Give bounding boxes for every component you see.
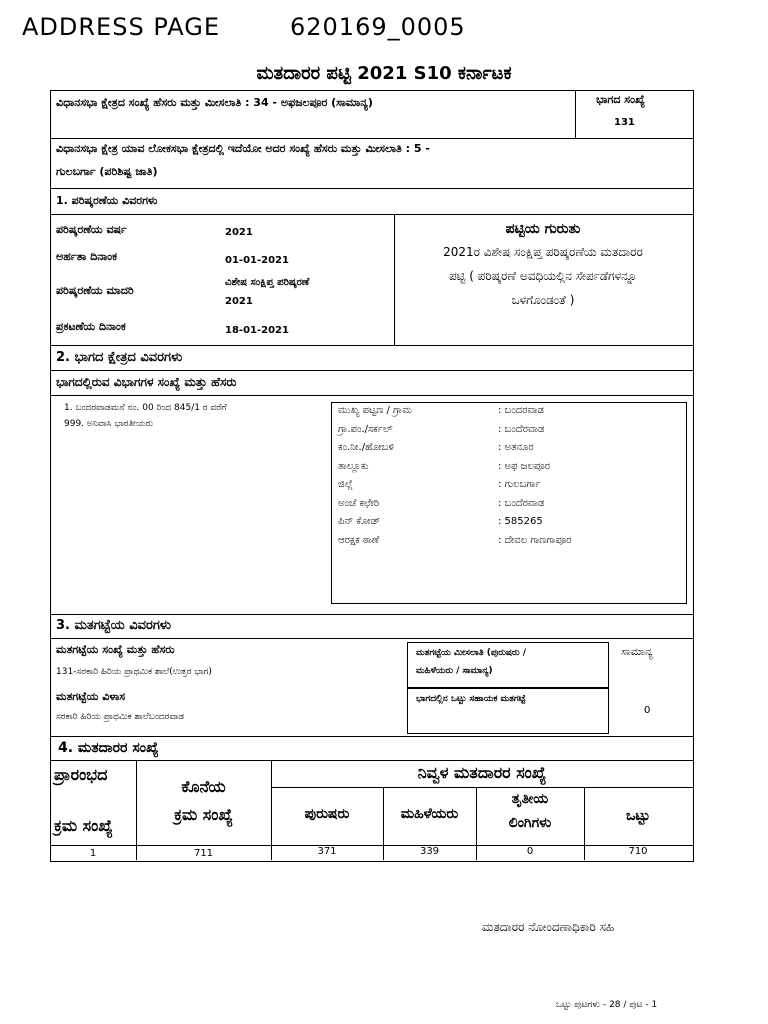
divider (50, 188, 693, 189)
area-detail-label: ಅಂಚೆ ಕಛೇರಿ (338, 498, 380, 509)
assembly-constituency: ವಿಧಾನಸಭಾ ಕ್ಷೇತ್ರದ ಸಂಖ್ಯೆ ಹೆಸರು ಮತ್ತು ಮೀಸಲಾತಿ : 34 - ಅಫಜಲಪೂರ (ಸಾಮಾನ್ಯ) (56, 96, 373, 109)
list-identification-line1: 2021ರ ವಿಶೇಷ ಸಂಕ್ಷಿಪ್ತ ಪರಿಷ್ಕರಣೆಯ ಮತದಾರರ (443, 245, 643, 259)
revision-type-value: ವಿಶೇಷ ಸಂಕ್ಷಿಪ್ತ ಪರಿಷ್ಕರಣೆ (225, 277, 310, 288)
start-serial-value: 1 (89, 848, 97, 859)
male-value: 371 (317, 846, 337, 857)
area-detail-label: ತಾಲ್ಲೂಕು (338, 461, 369, 472)
area-detail-label: ಕಂ.ನೀ./ಹೋಬಳಿ (338, 442, 394, 453)
revision-year-label: ಪರಿಷ್ಕರಣೆಯ ವರ್ಷ (56, 223, 127, 236)
list-identification-line2: ಪಟ್ಟಿ ( ಪರಿಷ್ಕರಣೆ ಅವಧಿಯಲ್ಲಿನ ಸೇರ್ಪಡೆಗಳನ್ನೂ (448, 269, 637, 283)
third-gender-label1: ತೃತೀಯ (511, 791, 549, 807)
total-label: ಒಟ್ಟು (625, 808, 650, 824)
revision-year-value: 2021 (225, 227, 253, 238)
publication-date-value: 18-01-2021 (225, 325, 289, 336)
area-detail-label: ಗ್ರಾ.ಪಂ./ಸರ್ಕಲ್ (338, 424, 393, 435)
divider (50, 214, 693, 215)
booth-address-value: ಸರಕಾರಿ ಹಿರಿಯ ಪ್ರಾಥಮಿಕ ಶಾಲೆಬಂದರವಾಡ (56, 712, 185, 722)
area-detail-value: : ಬಂದೆರವಾಡ (498, 424, 545, 435)
page-title: ಮತದಾರರ ಪಟ್ಟಿ 2021 S10 ಕರ್ನಾಟಕ (256, 63, 512, 84)
registration-officer-signature: ಮತದಾರರ ನೋಂದಣಾಧಿಕಾರಿ ಸಹಿ (482, 920, 615, 934)
start-serial-label1: ಪ್ರಾರಂಭದ (54, 765, 108, 784)
third-gender-label2: ಲಿಂಗಿಗಳು (508, 815, 552, 831)
booth-reservation-label2: ಮಹಿಳೆಯರು / ಸಾಮಾನ್ಯ) (416, 666, 493, 676)
area-detail-value: : ಬಂದರವಾಡ (498, 405, 544, 416)
booth-address-label: ಮತಗಟ್ಟೆಯ ವಿಳಾಸ (56, 690, 126, 703)
start-serial-label2: ಕ್ರಮ ಸಂಖ್ಯೆ (54, 816, 113, 835)
list-identification-heading: ಪಟ್ಟಿಯ ಗುರುತು (505, 221, 581, 237)
revision-type-label: ಪರಿಷ್ಕರಣೆಯ ಮಾದರಿ (56, 284, 134, 297)
booth-reservation-label1: ಮತಗಟ್ಟೆಯ ಮೀಸಲಾತಿ (ಪುರುಷರು / (416, 648, 526, 658)
area-detail-value: : ಅಫ ಜಲಪೂರ (498, 461, 550, 472)
area-heading: 2. ಭಾಗದ ಕ್ಷೇತ್ರದ ವಿವರಗಳು (56, 350, 183, 365)
end-serial-label1: ಕೊನೆಯ (181, 777, 226, 796)
female-label: ಮಹಿಳೆಯರು (400, 806, 459, 822)
booth-reservation-value: ಸಾಮಾನ್ಯ (621, 645, 653, 658)
voters-heading: 4. ಮತದಾರರ ಸಂಖ್ಯೆ (58, 740, 159, 756)
area-subheading: ಭಾಗದಲ್ಲಿರುವ ವಿಭಾಗಗಳ ಸಂಖ್ಯೆ ಮತ್ತು ಹೆಸರು (56, 375, 237, 389)
revision-heading: 1. ಪರಿಷ್ಕರಣೆಯ ವಿವರಗಳು (56, 194, 158, 207)
part-number-value: 131 (614, 117, 635, 128)
area-detail-value: : ದೇವಲ ಗಾಣಗಾಪೂರ (498, 535, 572, 546)
area-detail-value: : ಬಂದೆರವಾಡ (498, 498, 545, 509)
booth-number-label: ಮತಗಟ್ಟೆಯ ಸಂಖ್ಯೆ ಮತ್ತು ಹೆಸರು (56, 643, 175, 656)
revision-type-year: 2021 (225, 296, 253, 307)
auxiliary-booths-value: 0 (644, 705, 651, 716)
total-value: 710 (628, 846, 648, 857)
divider (50, 138, 693, 139)
area-detail-value: : 585265 (498, 516, 543, 527)
female-value: 339 (419, 846, 440, 857)
area-detail-value: : ಗುಲಬರ್ಗಾ (498, 479, 541, 490)
publication-date-label: ಪ್ರಕಟಣೆಯ ದಿನಾಂಕ (56, 320, 126, 333)
third-gender-value: 0 (526, 846, 534, 857)
address-page-label: ADDRESS PAGE (22, 13, 221, 41)
area-detail-label: ಮುಖ್ಯ ಪಟ್ಟಣ / ಗ್ರಾಮ (338, 405, 412, 416)
loksabha-line2: ಗುಲಬರ್ಗಾ (ಪರಿಶಿಷ್ಟ ಜಾತಿ) (56, 165, 158, 178)
booth-number-value: 131-ಸರಕಾರಿ ಹಿರಿಯ ಪ್ರಾಥಮಿಕ ಶಾಲೆ(ಉತ್ತರ ಭಾಗ) (56, 667, 212, 677)
divider (50, 760, 693, 761)
area-detail-value: : ಅತನೂರ (498, 442, 534, 453)
area-detail-label: ಜಿಲ್ಲೆ (338, 479, 353, 490)
net-voters-heading: ನಿವ್ವಳ ಮತದಾರರ ಸಂಖ್ಯೆ (417, 763, 547, 782)
document-code: 620169_0005 (290, 13, 466, 41)
divider (50, 736, 693, 737)
section-line2: 999. ಅನಿವಾಸಿ ಭಾರತೀಯರು (64, 419, 154, 429)
end-serial-label2: ಕ್ರಮ ಸಂಖ್ಯೆ (174, 805, 233, 824)
divider (50, 345, 693, 346)
section-line1: 1. ಬಂದರವಾಡಮನೆ ನಂ. 00 ರಿಂದ 845/1 ರ ವರೆಗೆ (64, 403, 227, 413)
divider (50, 614, 693, 615)
qualifying-date-value: 01-01-2021 (225, 255, 289, 266)
auxiliary-booths-label: ಭಾಗದಲ್ಲಿನ ಒಟ್ಟು ಸಹಾಯಕ ಮತಗಟ್ಟೆ (416, 694, 526, 704)
area-detail-label: ಆರಕ್ಷಕ ಠಾಣೆ (338, 535, 380, 546)
divider (50, 370, 693, 371)
booth-heading: 3. ಮತಗಟ್ಟೆಯ ವಿವರಗಳು (56, 618, 172, 633)
part-number-label: ಭಾಗದ ಸಂಖ್ಯೆ (596, 93, 645, 106)
page-count: ಒಟ್ಟು ಪುಟಗಳು - 28 / ಪುಟ - 1 (556, 1000, 658, 1010)
loksabha-line1: ವಿಧಾನಸಭಾ ಕ್ಷೇತ್ರ ಯಾವ ಲೋಕಸಭಾ ಕ್ಷೇತ್ರದಲ್ಲಿ ಇದೆಯೋ ಅದರ ಸಂಖ್ಯೆ ಹೆಸರು ಮತ್ತು ಮೀಸಲಾತಿ : 5 - (56, 142, 430, 155)
male-label: ಪುರುಷರು (304, 806, 350, 822)
divider (50, 638, 693, 639)
list-identification-line3: ಒಳಗೊಂಡಂತೆ ) (511, 293, 575, 307)
area-detail-label: ಪಿನ್ ಕೋಡ್ (338, 516, 381, 527)
divider (50, 395, 693, 396)
qualifying-date-label: ಅರ್ಹತಾ ದಿನಾಂಕ (56, 250, 118, 263)
end-serial-value: 711 (193, 848, 214, 859)
